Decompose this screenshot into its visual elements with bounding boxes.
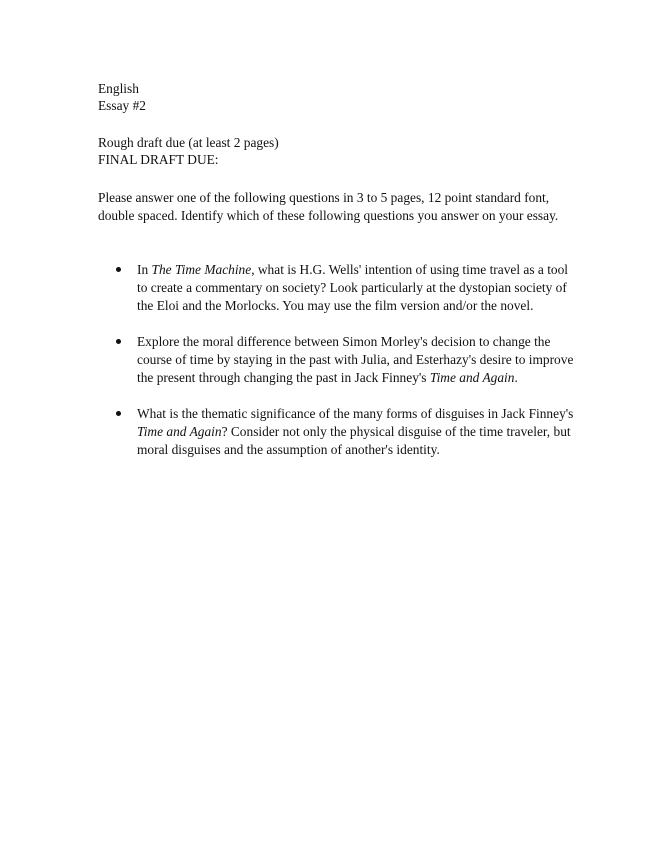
assignment-heading: Essay #2 — [98, 98, 146, 113]
question-3-line-2 — [137, 423, 571, 441]
question-1-title: The Time Machine — [151, 262, 252, 277]
bullet-icon — [116, 411, 121, 416]
question-1-text: In — [137, 262, 152, 277]
question-1-line-3: the Eloi and the Morlocks. You may use the film version and/or the novel. — [137, 298, 534, 313]
question-2-line-3 — [137, 369, 518, 387]
question-3-text: ? Consider not only the physical disguise of the time traveler, but — [221, 424, 571, 439]
question-2-text-cont: . — [514, 370, 518, 385]
rough-draft-due: Rough draft due (at least 2 pages) — [98, 135, 279, 150]
instructions-line-2: double spaced. Identify which of these following questions you answer on your essay. — [98, 208, 559, 223]
question-3-line-3: moral disguises and the assumption of another's identity. — [137, 442, 440, 457]
question-1-line-2: to create a commentary on society? Look particularly at the dystopian society of — [137, 280, 567, 295]
final-draft-due: FINAL DRAFT DUE: — [98, 152, 219, 167]
bullet-icon — [116, 339, 121, 344]
subject-heading: English — [98, 81, 139, 96]
instructions-line-1: Please answer one of the following questions in 3 to 5 pages, 12 point standard font, — [98, 190, 550, 205]
question-2-title: Time and Again — [429, 370, 515, 385]
question-2-text: the present through changing the past in Jack Finney's — [137, 370, 430, 385]
bullet-icon — [116, 267, 121, 272]
question-1-line-1 — [137, 261, 568, 279]
question-2-line-2: course of time by staying in the past with Julia, and Esterhazy's desire to improve — [137, 352, 574, 367]
question-3-title: Time and Again — [137, 424, 222, 439]
question-2-line-1: Explore the moral difference between Simon Morley's decision to change the — [137, 334, 551, 349]
question-1-text-cont: , what is H.G. Wells' intention of using time travel as a tool — [251, 262, 569, 277]
question-3-line-1: What is the thematic significance of the many forms of disguises in Jack Finney's — [137, 406, 574, 421]
